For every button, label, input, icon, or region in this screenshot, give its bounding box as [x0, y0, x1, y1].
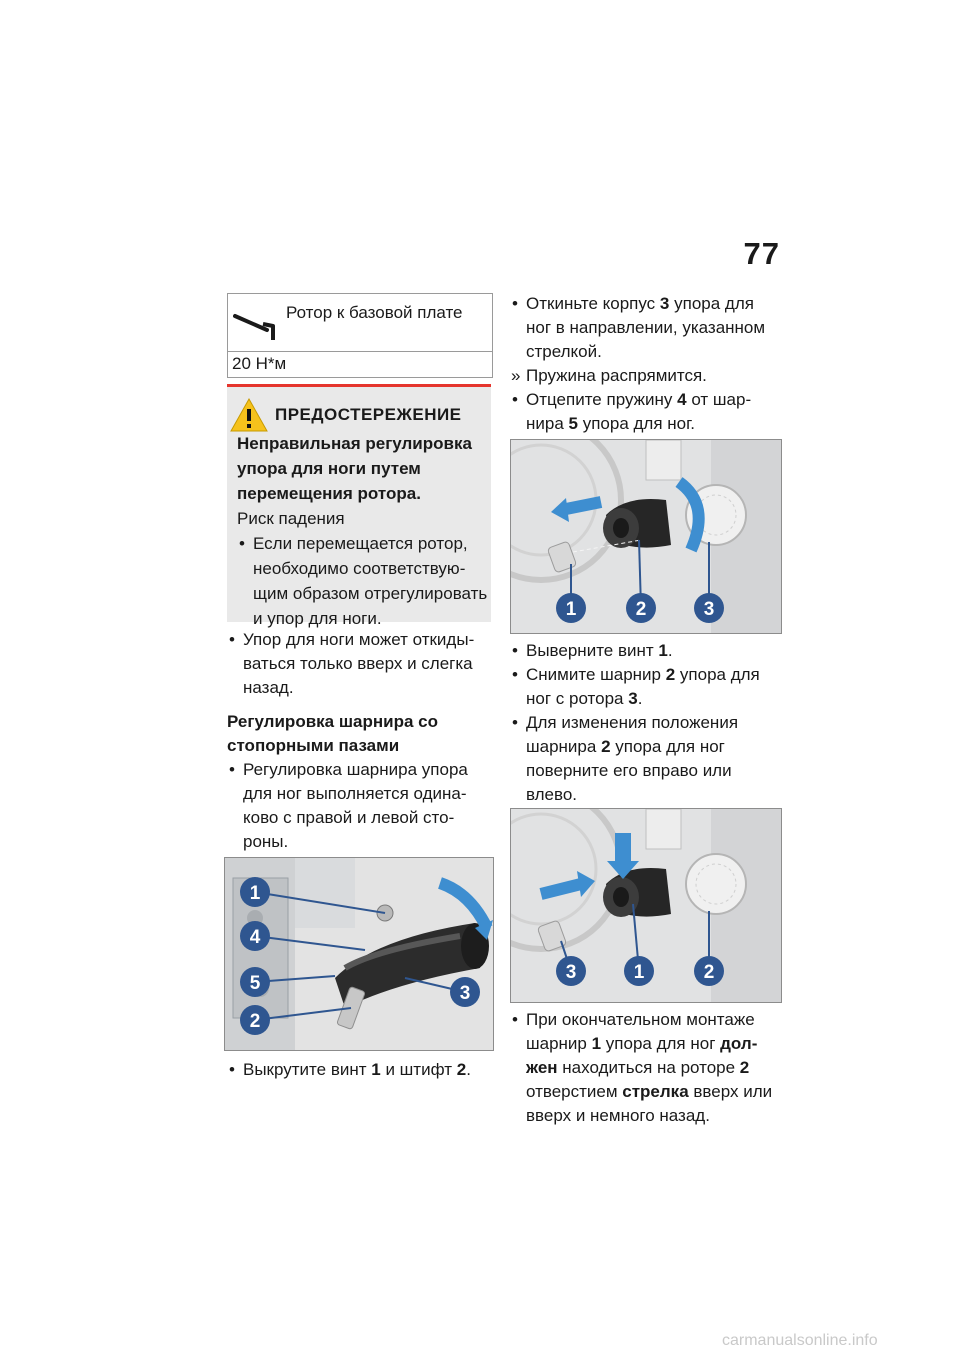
step-unhook-spring: • Отцепите пружину 4 от шарнира 5 упора для ног. [510, 388, 780, 436]
figure-3-photo [510, 808, 782, 1003]
adjustment-note: • Регулировка шарнира упора для ног выполняется одинаково с правой и левой стороны. [227, 758, 493, 854]
torque-spec-box [227, 293, 493, 378]
left-column [227, 628, 493, 854]
figure-2-photo [510, 439, 782, 634]
figure-1-photo [224, 857, 494, 1051]
warning-risk: Риск падения [237, 509, 345, 528]
torque-wrench-icon [233, 302, 281, 342]
step-remove-joint: • Снимите шарнир 2 упора для ног с ротора 3. [510, 663, 780, 711]
svg-text:3: 3 [459, 983, 471, 1004]
warning-box [227, 387, 491, 628]
torque-value: 20 Н*м [232, 354, 287, 373]
svg-text:3: 3 [565, 962, 577, 983]
warning-triangle-icon [227, 395, 271, 435]
warning-heading: Неправильная регулировка упора для ноги путем перемещения ротора. [237, 434, 472, 503]
page-number: 77 [743, 236, 780, 271]
svg-text:1: 1 [249, 883, 261, 904]
result-spring: » Пружина распрямится. [510, 364, 780, 388]
section-heading: Регулировка шарнира со стопорными пазами [227, 712, 438, 755]
svg-text:2: 2 [249, 1011, 261, 1032]
step-final-install: • При окончательном монтаже шарнир 1 упора для ног должен находиться на роторе 2 отверстием стрелка вверх или вверх и немного назад. [510, 1008, 780, 1128]
svg-text:2: 2 [703, 962, 715, 983]
footrest-note: • Упор для ноги может откидываться только вверх и слегка назад. [227, 628, 493, 700]
right-column-bottom [510, 1008, 780, 1128]
svg-text:4: 4 [249, 927, 261, 948]
right-column-top [510, 292, 780, 436]
step-fold-housing: • Откиньте корпус 3 упора для ног в направлении, указанном стрелкой. [510, 292, 780, 364]
right-column-mid [510, 639, 780, 807]
torque-label: Ротор к базовой плате [286, 303, 463, 322]
svg-text:3: 3 [703, 599, 715, 620]
warning-title: ПРЕДОСТЕРЕЖЕНИЕ [275, 405, 462, 424]
warning-bullet: • Если перемещается ротор, необходимо соответствующим образом отрегулировать и упор для ноги. [237, 531, 489, 631]
svg-text:1: 1 [633, 962, 645, 983]
step-remove-screw-pin: • Выкрутите винт 1 и штифт 2. [227, 1058, 493, 1082]
step-unscrew-bolt: • Выверните винт 1. [510, 639, 780, 663]
svg-text:5: 5 [249, 973, 261, 994]
footer-watermark: carmanualsonline.info [722, 1332, 878, 1349]
svg-text:1: 1 [565, 599, 577, 620]
svg-text:2: 2 [635, 599, 647, 620]
step-rotate-joint: • Для изменения положения шарнира 2 упора для ног поверните его вправо или влево. [510, 711, 780, 807]
